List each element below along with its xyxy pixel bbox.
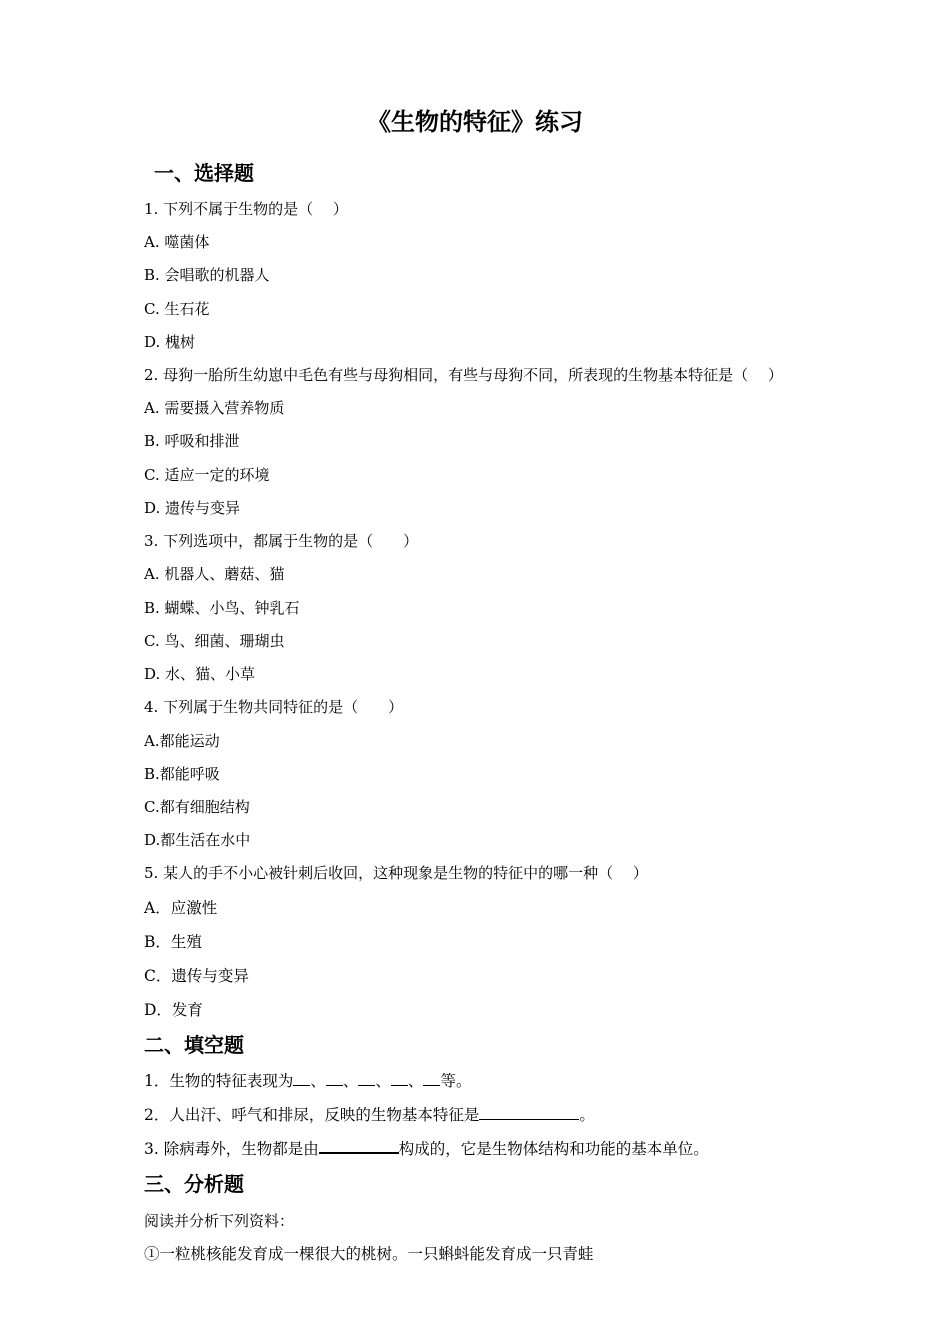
- answer-blank[interactable]: [479, 1105, 579, 1120]
- question-4-stem: 4. 下列属于生物共同特征的是（ ）: [144, 698, 404, 716]
- question-2-option-c: C. 适应一定的环境: [144, 466, 270, 484]
- answer-blank[interactable]: [326, 1071, 343, 1086]
- fill-2-suffix: 。: [579, 1106, 595, 1124]
- separator: 、: [407, 1072, 424, 1090]
- analysis-intro: 阅读并分析下列资料：: [144, 1212, 295, 1230]
- question-1-option-a: A. 噬菌体: [144, 233, 210, 251]
- section-heading-choice: 一、选择题: [154, 161, 254, 185]
- question-1-option-c: C. 生石花: [144, 300, 210, 318]
- question-2-option-b: B. 呼吸和排泄: [144, 432, 240, 450]
- question-3-option-c: C. 鸟、细菌、珊瑚虫: [144, 632, 285, 650]
- section-heading-fill: 二、填空题: [144, 1033, 244, 1057]
- analysis-item-1: ①一粒桃核能发育成一棵很大的桃树。一只蝌蚪能发育成一只青蛙: [144, 1245, 594, 1263]
- question-3-stem: 3. 下列选项中，都属于生物的是（ ）: [144, 532, 419, 550]
- fill-question-2: [144, 1104, 595, 1126]
- question-4-option-c: C.都有细胞结构: [144, 798, 250, 816]
- answer-blank[interactable]: [319, 1138, 399, 1154]
- question-2-option-a: A. 需要摄入营养物质: [144, 399, 285, 417]
- question-5-option-c: C．遗传与变异: [144, 967, 249, 985]
- question-3-option-d: D. 水、猫、小草: [144, 665, 256, 683]
- question-5-option-a: A．应激性: [144, 899, 218, 917]
- question-4-option-b: B.都能呼吸: [144, 765, 220, 783]
- question-4-option-d: D.都生活在水中: [144, 831, 251, 849]
- fill-question-3: [144, 1138, 709, 1160]
- question-3-option-a: A. 机器人、蘑菇、猫: [144, 565, 285, 583]
- answer-blank[interactable]: [358, 1071, 375, 1086]
- fill-question-1: [144, 1070, 471, 1092]
- question-1-option-b: B. 会唱歌的机器人: [144, 266, 270, 284]
- separator: 、: [342, 1072, 359, 1090]
- fill-3-prefix: 3. 除病毒外，生物都是由: [144, 1140, 319, 1158]
- question-2-stem: 2. 母狗一胎所生幼崽中毛色有些与母狗相同，有些与母狗不同，所表现的生物基本特征是（ ）: [144, 366, 783, 384]
- question-3-option-b: B. 蝴蝶、小鸟、钟乳石: [144, 599, 300, 617]
- question-5-option-b: B．生殖: [144, 933, 202, 951]
- question-2-option-d: D. 遗传与变异: [144, 499, 241, 517]
- answer-blank[interactable]: [293, 1071, 310, 1086]
- fill-1-prefix: 1．生物的特征表现为: [144, 1072, 294, 1090]
- page-title: 《生物的特征》练习: [367, 108, 583, 136]
- separator: 、: [310, 1072, 326, 1090]
- fill-2-prefix: 2．人出汗、呼气和排尿，反映的生物基本特征是: [144, 1106, 480, 1124]
- answer-blank[interactable]: [391, 1071, 408, 1086]
- separator: 、: [375, 1072, 391, 1090]
- section-heading-analysis: 三、分析题: [144, 1172, 244, 1196]
- question-5-stem: 5. 某人的手不小心被针刺后收回，这种现象是生物的特征中的哪一种（ ）: [144, 864, 648, 882]
- question-4-option-a: A.都能运动: [144, 732, 220, 750]
- question-1-stem: 1. 下列不属于生物的是（ ）: [144, 200, 348, 218]
- question-5-option-d: D．发育: [144, 1001, 203, 1019]
- fill-3-suffix: 构成的，它是生物体结构和功能的基本单位。: [398, 1140, 709, 1158]
- question-1-option-d: D. 槐树: [144, 333, 196, 351]
- answer-blank[interactable]: [423, 1071, 440, 1086]
- fill-1-suffix: 等。: [440, 1072, 472, 1090]
